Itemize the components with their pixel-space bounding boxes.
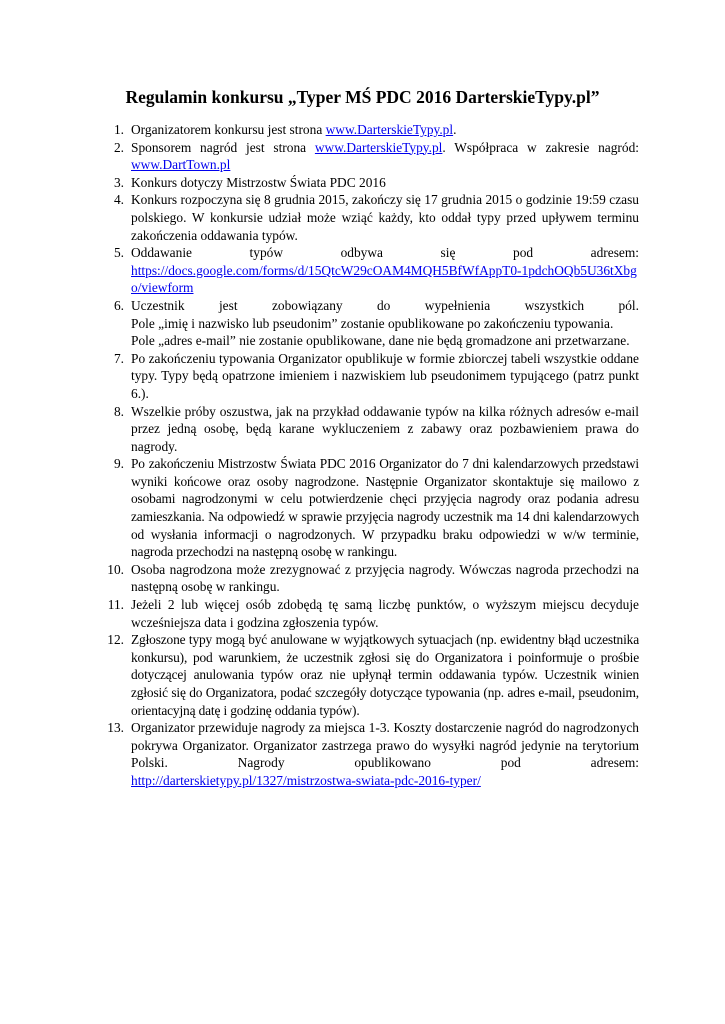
- list-item: [96, 561, 639, 596]
- item-number: 10.: [107, 561, 124, 577]
- item-text-line3: Pole „adres e-mail” nie zostanie opublikowane, dane nie będą gromadzone ani przetwarzane.: [131, 333, 630, 349]
- item-text: Organizator przewiduje nagrody za miejsca 1-3. Koszty dostarczenie nagród do nagrodzonych pokrywa Organizator. Organizator zastrzega prawo do wysyłki nagród jedynie na terytorium Polski. Nagrody opublikowano pod adresem:: [131, 720, 639, 771]
- rules-list: [96, 121, 639, 790]
- list-item: [96, 403, 639, 456]
- item-number: 2.: [113, 139, 124, 155]
- item-number: 5.: [113, 245, 124, 261]
- item-text: Konkurs dotyczy Mistrzostw Świata PDC 2016: [131, 174, 386, 190]
- item-number: 8.: [113, 403, 124, 419]
- item-number: 3.: [113, 174, 124, 190]
- item-text: Uczestnik jest zobowiązany do wypełnienia wszystkich pól.: [131, 297, 639, 313]
- item-text: Jeżeli 2 lub więcej osób zdobędą tę samą liczbę punktów, o wyższym miejscu decyduje wcześniejsza data i godzina zgłoszenia typów.: [131, 597, 639, 630]
- list-item: [96, 350, 639, 403]
- item-text-line2: Pole „imię i nazwisko lub pseudonim” zostanie opublikowane po zakończeniu typowania.: [131, 315, 614, 331]
- item-text-end: .: [453, 122, 457, 137]
- item-text: Po zakończeniu Mistrzostw Świata PDC 2016 Organizator do 7 dni kalendarzowych przedstawi wyniki końcowe oraz osoby nagrodzone. Następnie Organizator skontaktuje się mailowo z osobami nagrodzonymi w celu potwierdzenie chęci przyjęcia nagrody oraz podania adresu zamieszkania. Na odpowiedź w sprawie przyjęcia nagrody uczestnik ma 14 dni kalendarzowych od wysłania informacji o nagrodzonych. W przypadku braku odpowiedzi w w/w terminie, nagroda przechodzi na następną osobę w rankingu.: [131, 456, 639, 560]
- list-item: [96, 139, 639, 174]
- item-number: 4.: [113, 192, 124, 208]
- item-number: 6.: [113, 297, 124, 313]
- item-text: Oddawanie typów odbywa się pod adresem:: [131, 245, 639, 261]
- item-text: Organizatorem konkursu jest strona: [131, 122, 326, 137]
- item-text: Wszelkie próby oszustwa, jak na przykład oddawanie typów na kilka różnych adresów e-mail przez jedną osobę, będą karane wykluczeniem z zabawy oraz pozbawieniem prawa do nagrody.: [131, 403, 639, 454]
- form-link[interactable]: https://docs.google.com/forms/d/15QtcW29cOAM4MQH5BfWfAppT0-1pdchOQb5U36tXbgo/viewform: [131, 262, 637, 296]
- list-item: [96, 191, 639, 244]
- item-number: 7.: [113, 350, 124, 366]
- dartown-link[interactable]: www.DartTown.pl: [131, 157, 231, 173]
- item-number: 12.: [107, 632, 124, 648]
- item-number: 9.: [113, 456, 124, 472]
- list-item: [96, 297, 639, 350]
- item-text-mid: . Współpraca w zakresie nagród:: [442, 139, 639, 155]
- list-item: [96, 719, 639, 789]
- item-number: 13.: [107, 720, 124, 736]
- list-item: [96, 174, 639, 192]
- list-item: [96, 596, 639, 631]
- sponsor-link[interactable]: www.DarterskieTypy.pl: [314, 139, 443, 155]
- document-title: Regulamin konkursu „Typer MŚ PDC 2016 DarterskieTypy.pl”: [125, 87, 600, 107]
- item-text: Sponsorem nagród jest strona: [131, 139, 315, 155]
- item-text: Po zakończeniu typowania Organizator opublikuje w formie zbiorczej tabeli wszystkie oddane typy. Typy będą opatrzone imieniem i nazwiskiem lub pseudonimem typującego (patrz punkt 6.).: [131, 350, 639, 401]
- list-item: [96, 121, 639, 139]
- list-item: [96, 631, 639, 719]
- item-text: Osoba nagrodzona może zrezygnować z przyjęcia nagrody. Wówczas nagroda przechodzi na następną osobę w rankingu.: [131, 561, 639, 595]
- list-item: [96, 244, 639, 297]
- list-item: [96, 455, 639, 561]
- organizer-link[interactable]: www.DarterskieTypy.pl: [325, 122, 454, 137]
- item-text: Konkurs rozpoczyna się 8 grudnia 2015, zakończy się 17 grudnia 2015 o godzinie 19:59 czasu polskiego. W konkursie udział może wziąć każdy, kto oddał typy przed upływem terminu zakończenia oddawania typów.: [131, 192, 639, 243]
- item-number: 1.: [113, 122, 124, 137]
- results-link[interactable]: http://darterskietypy.pl/1327/mistrzostwa-swiata-pdc-2016-typer/: [131, 772, 481, 788]
- item-number: 11.: [107, 597, 124, 613]
- item-text: Zgłoszone typy mogą być anulowane w wyjątkowych sytuacjach (np. ewidentny błąd uczestnika konkursu), pod warunkiem, że uczestnik zgłosi się do Organizatora i poinformuje o prośbie dotyczącej anulowania typów oraz nie upłynął termin oddawania typów. Uczestnik winien zgłosić się do Organizatora, podać szczegóły dotyczące typowania (np. adres e-mail, pseudonim, orientacyjną datę i godzinę oddania typów).: [131, 632, 639, 718]
